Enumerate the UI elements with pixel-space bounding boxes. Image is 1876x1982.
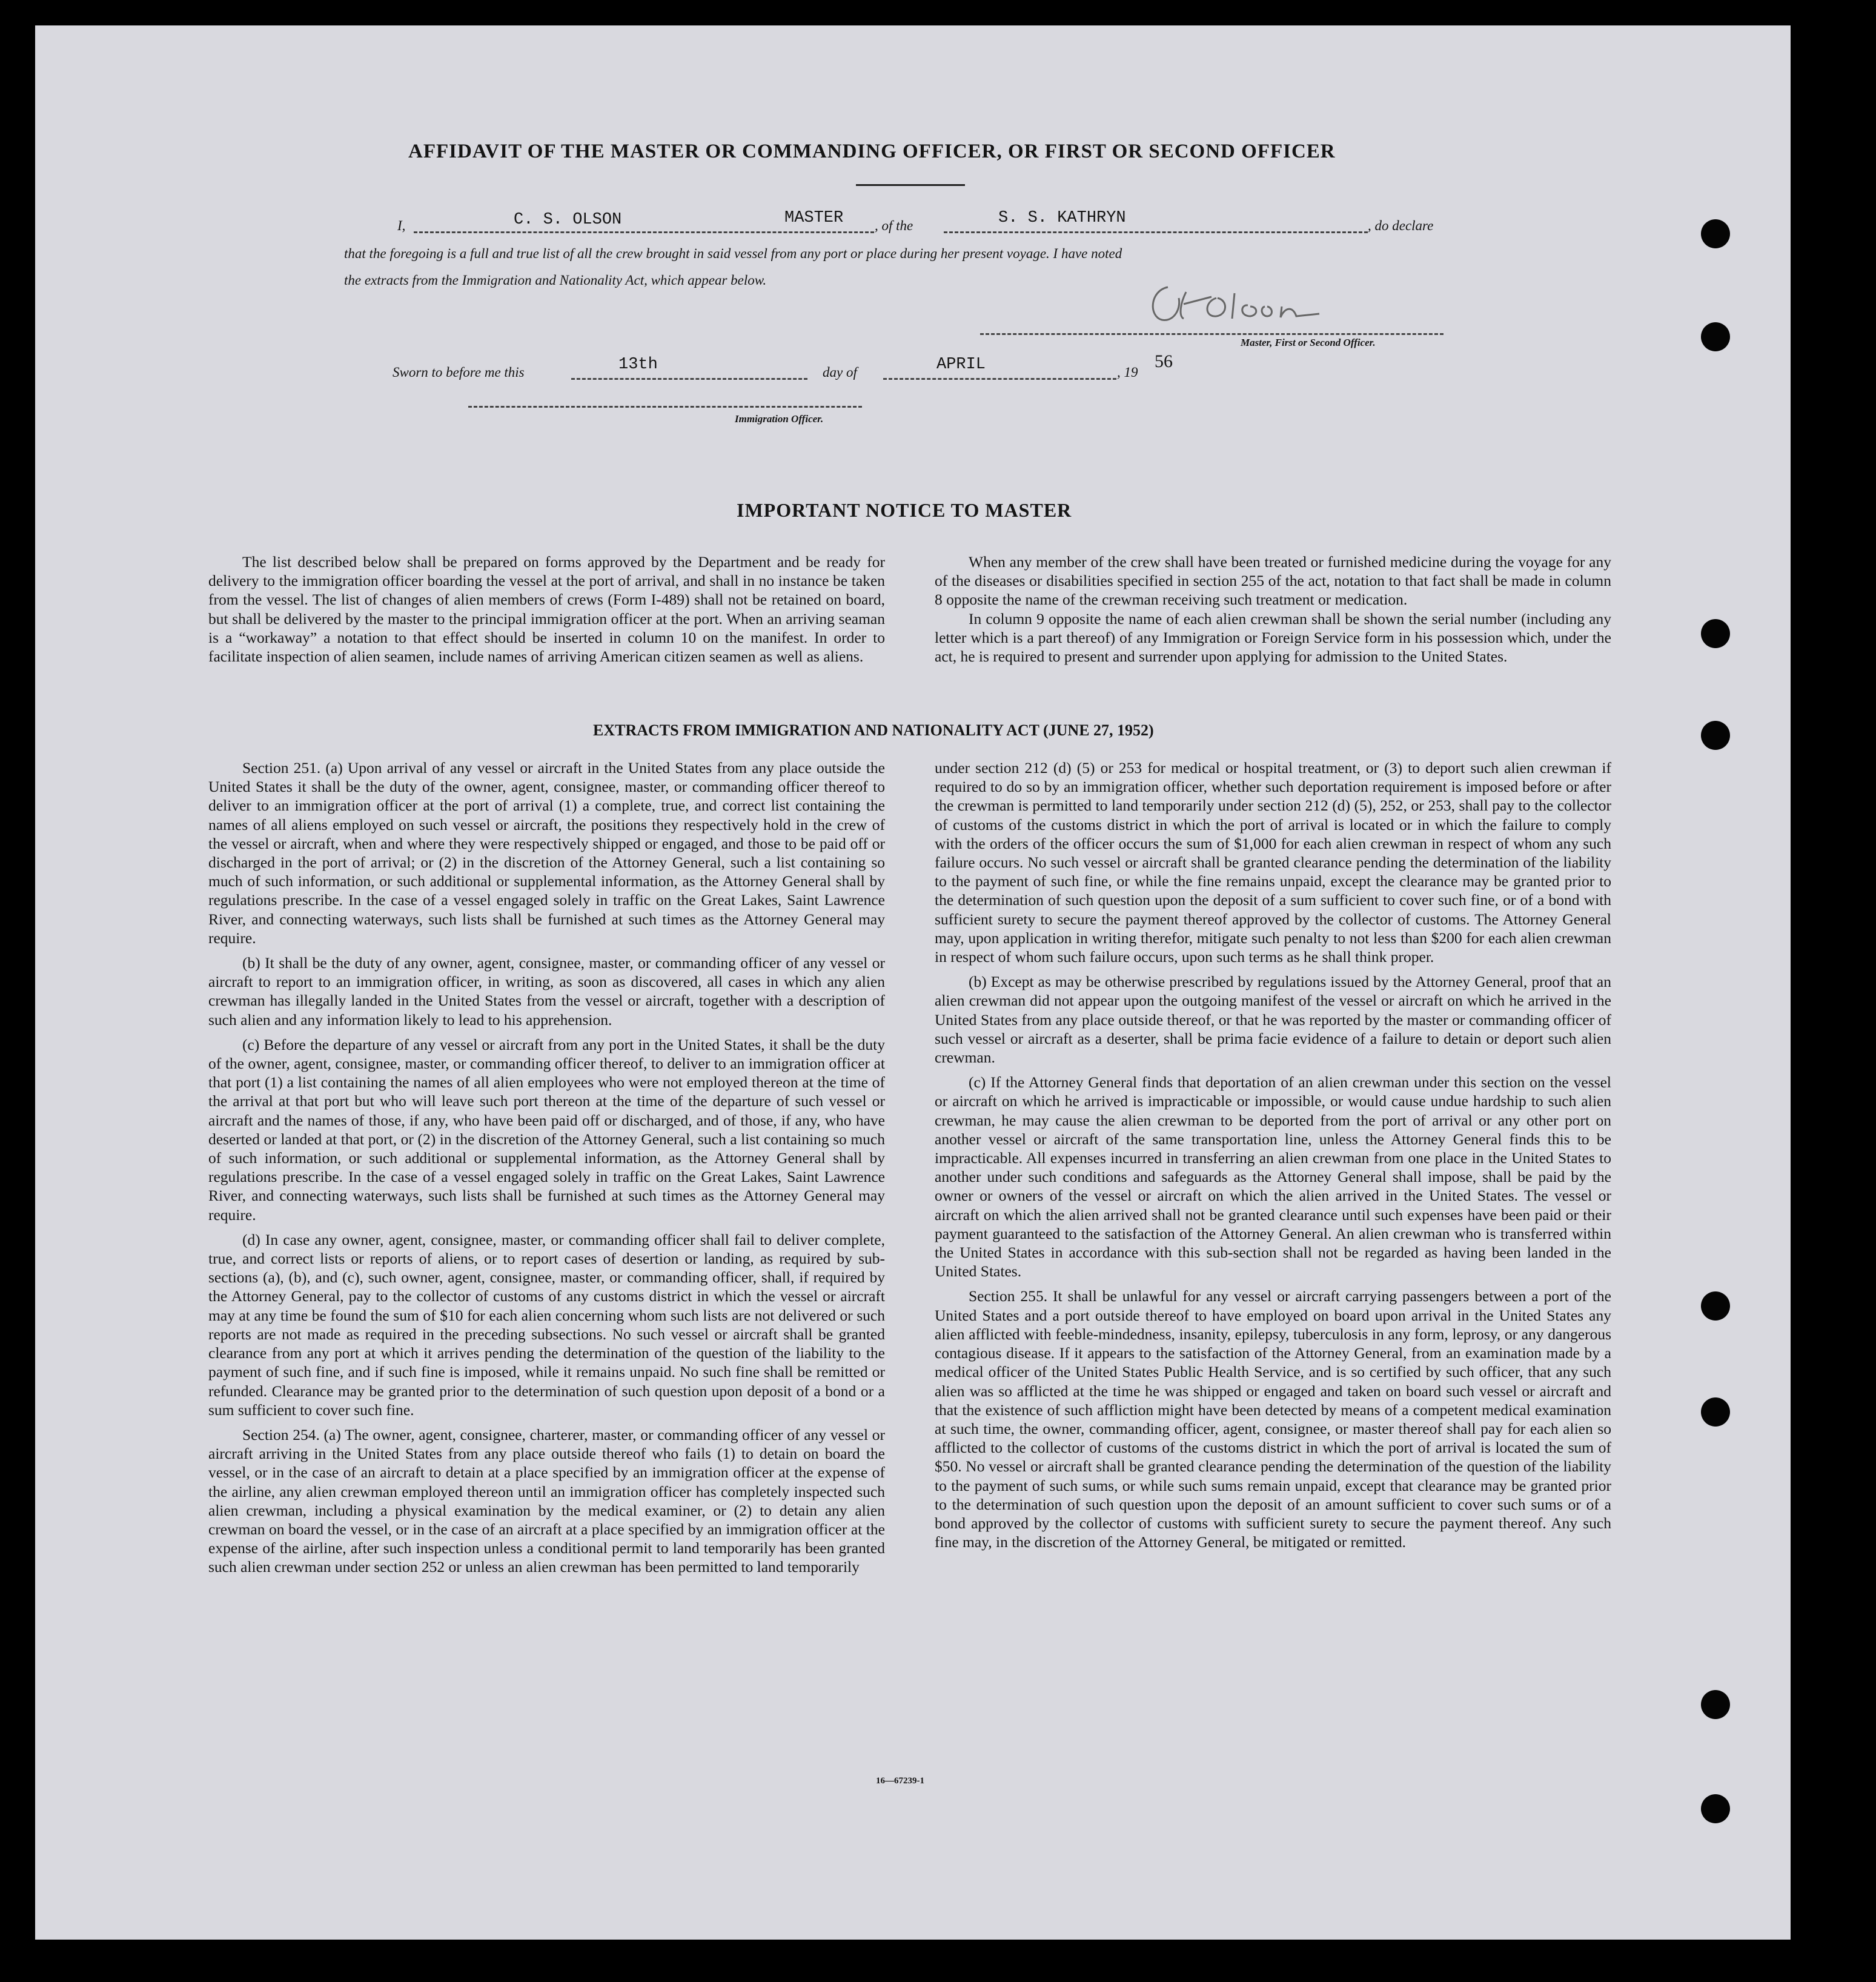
extracts-title: EXTRACTS FROM IMMIGRATION AND NATIONALITY ACT (JUNE 27, 1952) — [593, 721, 1154, 739]
form-code: 16—67239-1 — [876, 1776, 924, 1786]
punch-hole — [1701, 322, 1730, 351]
day-of-label: day of — [823, 365, 857, 380]
section-254-c: (c) If the Attorney General finds that deportation of an alien crewman under this section on the vessel or aircraft on which he arrived is impracticable or impossible, or would cause undue hardship to such alien crewman, he may cause the alien crewman to be deported from the port of arrival or any other port on another vessel or aircraft of the same transportation line, unless the Attorney General finds this to be impracticable. All expenses incurred in transferring an alien crewman from one place in the United States to another under such conditions and safeguards as the Attorney General shall impose, shall be paid by the owner or owners of the vessel or aircraft on which the alien arrived in the United States. The vessel or aircraft on which the alien arrived shall not be granted clearance until such expenses have been paid or their payment guaranteed to the satisfaction of the Attorney General. An alien crewman who is transferred within the United States in accordance with this sub-section shall not be regarded as having been landed in the United States. — [935, 1073, 1611, 1281]
sworn-label: Sworn to before me this — [393, 365, 525, 380]
i-label: I, — [397, 218, 406, 233]
punch-hole — [1701, 721, 1730, 750]
affidavit-title: AFFIDAVIT OF THE MASTER OR COMMANDING OFFICER, OR FIRST OR SECOND OFFICER — [408, 141, 1336, 162]
section-251-c: (c) Before the departure of any vessel or aircraft from any port in the United States, it shall be the duty of the owner, agent, consignee, master, or commanding officer thereof, to deliver to an immigration officer at that port (1) a list containing the names of all alien employees who were not employed thereon at the time of the arrival at that port but who will leave such port thereon at the time of the departure of such vessel or aircraft and the names of those, if any, who have been paid off or discharged, and of those, if any, who have deserted or landed at that port, or (2) in the discretion of the Attorney General, such a list containing so much of such information, or such additional or supplemental information, as the Attorney General shall by regulations prescribe. In the case of a vessel engaged solely in traffic on the Great Lakes, Saint Lawrence River, and connecting waterways, such lists shall be furnished at such times as the Attorney General may require. — [208, 1035, 885, 1224]
section-251-a: Section 251. (a) Upon arrival of any vessel or aircraft in the United States from any place outside the United States it shall be the duty of the owner, agent, consignee, master, or commanding officer thereof to deliver to an immigration officer at the port of arrival (1) a complete, true, and correct list containing the names of all aliens employed on such vessel or aircraft, the positions they respectively hold in the crew of the vessel or aircraft, when and where they were respectively shipped or engaged, and those to be paid off or discharged in the port of arrival; or (2) in the discretion of the Attorney General, such a list containing so much of such information, or such additional or supplemental information, as the Attorney General shall by regulations prescribe. In the case of a vessel engaged solely in traffic on the Great Lakes, Saint Lawrence River, and connecting waterways, such lists shall be furnished at such times as the Attorney General may require. — [208, 759, 885, 947]
sworn-month: APRIL — [936, 356, 986, 374]
declaration-line-2: that the foregoing is a full and true list of all the crew brought in said vessel from any port or place during her present voyage. I have noted — [344, 246, 1122, 261]
punch-hole — [1701, 1794, 1730, 1823]
section-255: Section 255. It shall be unlawful for any vessel or aircraft carrying passengers between a port of the United States and a port outside thereof to have employed on board upon arrival in the United States any alien afflicted with feeble-mindedness, insanity, epilepsy, tuberculosis in any form, leprosy, or any dangerous contagious disease. If it appears to the satisfaction of the Attorney General, from an examination made by a medical officer of the United States Public Health Service, and is so certified by such officer, that any such alien was so afflicted at the time he was shipped or engaged and taken on board such vessel or aircraft and that the existence of such affliction might have been detected by means of a competent medical examination at such time, the owner, commanding officer, agent, consignee, or master thereof shall pay for each alien so afflicted to the collector of customs of the customs district in which the port of arrival is located the sum of $50. No vessel or aircraft shall be granted clearance pending the determination of the question of the liability to the payment of such sums, or while such sums remain unpaid, except that clearance may be granted prior to the determination of such question upon the deposit of an amount sufficient to cover such sums or of a bond approved by the collector of customs with sufficient surety to secure the payment thereof. Any such fine may, in the discretion of the Attorney General, be mitigated or remitted. — [935, 1287, 1611, 1551]
officer-line — [468, 406, 862, 408]
officer-caption: Immigration Officer. — [735, 413, 824, 425]
section-254-a: Section 254. (a) The owner, agent, consignee, charterer, master, or commanding officer of any vessel or aircraft arriving in the United States from any place outside thereof who fails (1) to detain on board the vessel, or in the case of an aircraft to detain at a place specified by an immigration officer at the expense of the airline, any alien crewman employed thereon until an immigration officer has completely inspected such alien crewman, including a physical examination by the medical examiner, or (2) to detain any alien crewman on board the vessel, or in the case of an aircraft at a place specified by an immigration officer at the expense of the airline, after such inspection unless a conditional permit to land temporarily has been granted such alien crewman under section 252 or unless an alien crewman has been permitted to land temporarily — [208, 1425, 885, 1576]
punch-hole — [1701, 219, 1730, 248]
notice-right-column — [935, 552, 1611, 666]
section-254-b: (b) Except as may be otherwise prescribed by regulations issued by the Attorney General, proof that an alien crewman did not appear upon the outgoing manifest of the vessel or aircraft on which he arrived in the United States from any place outside thereof, or that he was reported by the master or commanding officer of such vessel or aircraft as a deserter, shall be prima facie evidence of a failure to detain or deport such alien crewman. — [935, 973, 1611, 1067]
punch-hole — [1701, 619, 1730, 648]
section-251-d: (d) In case any owner, agent, consignee, master, or commanding officer shall fail to deliver complete, true, and correct lists or reports of aliens, or to report cases of desertion or landing, as required by sub-sections (a), (b), and (c), such owner, agent, consignee, master, or commanding officer, shall, if required by the Attorney General, pay to the collector of customs of any customs district in which the vessel or aircraft may at any time be found the sum of $10 for each alien concerning whom such lists are not delivered or such reports are not made as required in the preceding subsections. No such vessel or aircraft shall be granted clearance from any port at which it arrives pending the determination of the question of the liability to the payment of such fine, and if such fine is imposed, while it remains unpaid. No such fine shall be remitted or refunded. Clearance may be granted prior to the determination of such question upon deposit of a bond or a sum sufficient to cover such fine. — [208, 1230, 885, 1419]
master-rank: MASTER — [784, 209, 844, 227]
day-line — [571, 378, 807, 380]
notice-right-paragraph-1: When any member of the crew shall have been treated or furnished medicine during the voyage for any of the diseases or disabilities specified in section 255 of the act, notation to that fact shall be made in column 8 opposite the name of the crewman receiving such treatment or medication. — [935, 553, 1611, 609]
punch-hole — [1701, 1397, 1730, 1427]
notice-left-column: The list described below shall be prepared on forms approved by the Department and be ready for delivery to the immigration officer boarding the vessel at the port of arrival, and shall in no instance be taken from the vessel. The list of changes of alien members of crews (Form I-489) shall not be retained on board, but shall be delivered by the master to the principal immigration officer at the port. When an arriving seaman is a “workaway” a notation to that effect should be inserted in column 10 on the manifest. In order to facilitate inspection of alien seamen, include names of arriving American citizen seamen as well as aliens. — [208, 553, 885, 666]
year-suffix: 56 — [1155, 351, 1173, 371]
extracts-left-column — [208, 758, 885, 1577]
section-254-a-continued: under section 212 (d) (5) or 253 for medical or hospital treatment, or (3) to deport such alien crewman if required to do so by an immigration officer, whether such deportation requirement is imposed before or after the crewman is permitted to land temporarily under section 212 (d) (5), 252, or 253, shall pay to the collector of customs of the customs district in which the port of arrival is located or in which the failure to comply with the orders of the officer occurs the sum of $1,000 for each alien crewman in respect of whom any such failure occurs. No such vessel or aircraft shall be granted clearance pending the determination of the liability to the payment of such fine, or while the fine remains unpaid, except the clearance may be granted prior to the determination of such question upon the deposit of a sum sufficient to cover such fine, or of a bond with sufficient surety to secure the payment thereof approved by the collector of customs. The Attorney General may, upon application in writing therefor, mitigate such penalty to not less than $200 for each alien crewman in respect of whom such failure occurs, upon such terms as he shall think proper. — [935, 759, 1611, 966]
master-name: C. S. OLSON — [514, 211, 622, 229]
punch-hole — [1701, 1291, 1730, 1321]
notice-right-paragraph-2: In column 9 opposite the name of each alien crewman shall be shown the serial number (including any letter which is a part thereof) of any Immigration or Foreign Service form in his possession which, under the act, he is required to present and surrender upon applying for admission to the United States. — [935, 609, 1611, 666]
notice-title: IMPORTANT NOTICE TO MASTER — [737, 499, 1072, 521]
declaration-line-3: the extracts from the Immigration and Nationality Act, which appear below. — [344, 273, 767, 288]
extracts-right-column — [935, 758, 1611, 1551]
document-page — [35, 25, 1791, 1940]
month-line — [883, 378, 1116, 380]
title-rule — [856, 184, 965, 186]
master-signature — [1144, 280, 1331, 334]
punch-hole — [1701, 1690, 1730, 1719]
year-prefix: , 19 — [1117, 365, 1138, 380]
section-251-b: (b) It shall be the duty of any owner, agent, consignee, master, or commanding officer of any vessel or aircraft to report to an immigration officer, in writing, as soon as discovered, all cases in which any alien crewman has illegally landed in the United States from the vessel or aircraft, together with a description of such alien and any information likely to lead to his apprehension. — [208, 954, 885, 1029]
sworn-day: 13th — [618, 356, 658, 374]
vessel-line — [944, 231, 1368, 233]
signature-caption: Master, First or Second Officer. — [1241, 337, 1376, 348]
vessel-name: S. S. KATHRYN — [998, 209, 1126, 227]
do-declare-label: , do declare — [1368, 218, 1434, 233]
name-line — [414, 231, 874, 233]
of-the-label: , of the — [875, 218, 913, 233]
